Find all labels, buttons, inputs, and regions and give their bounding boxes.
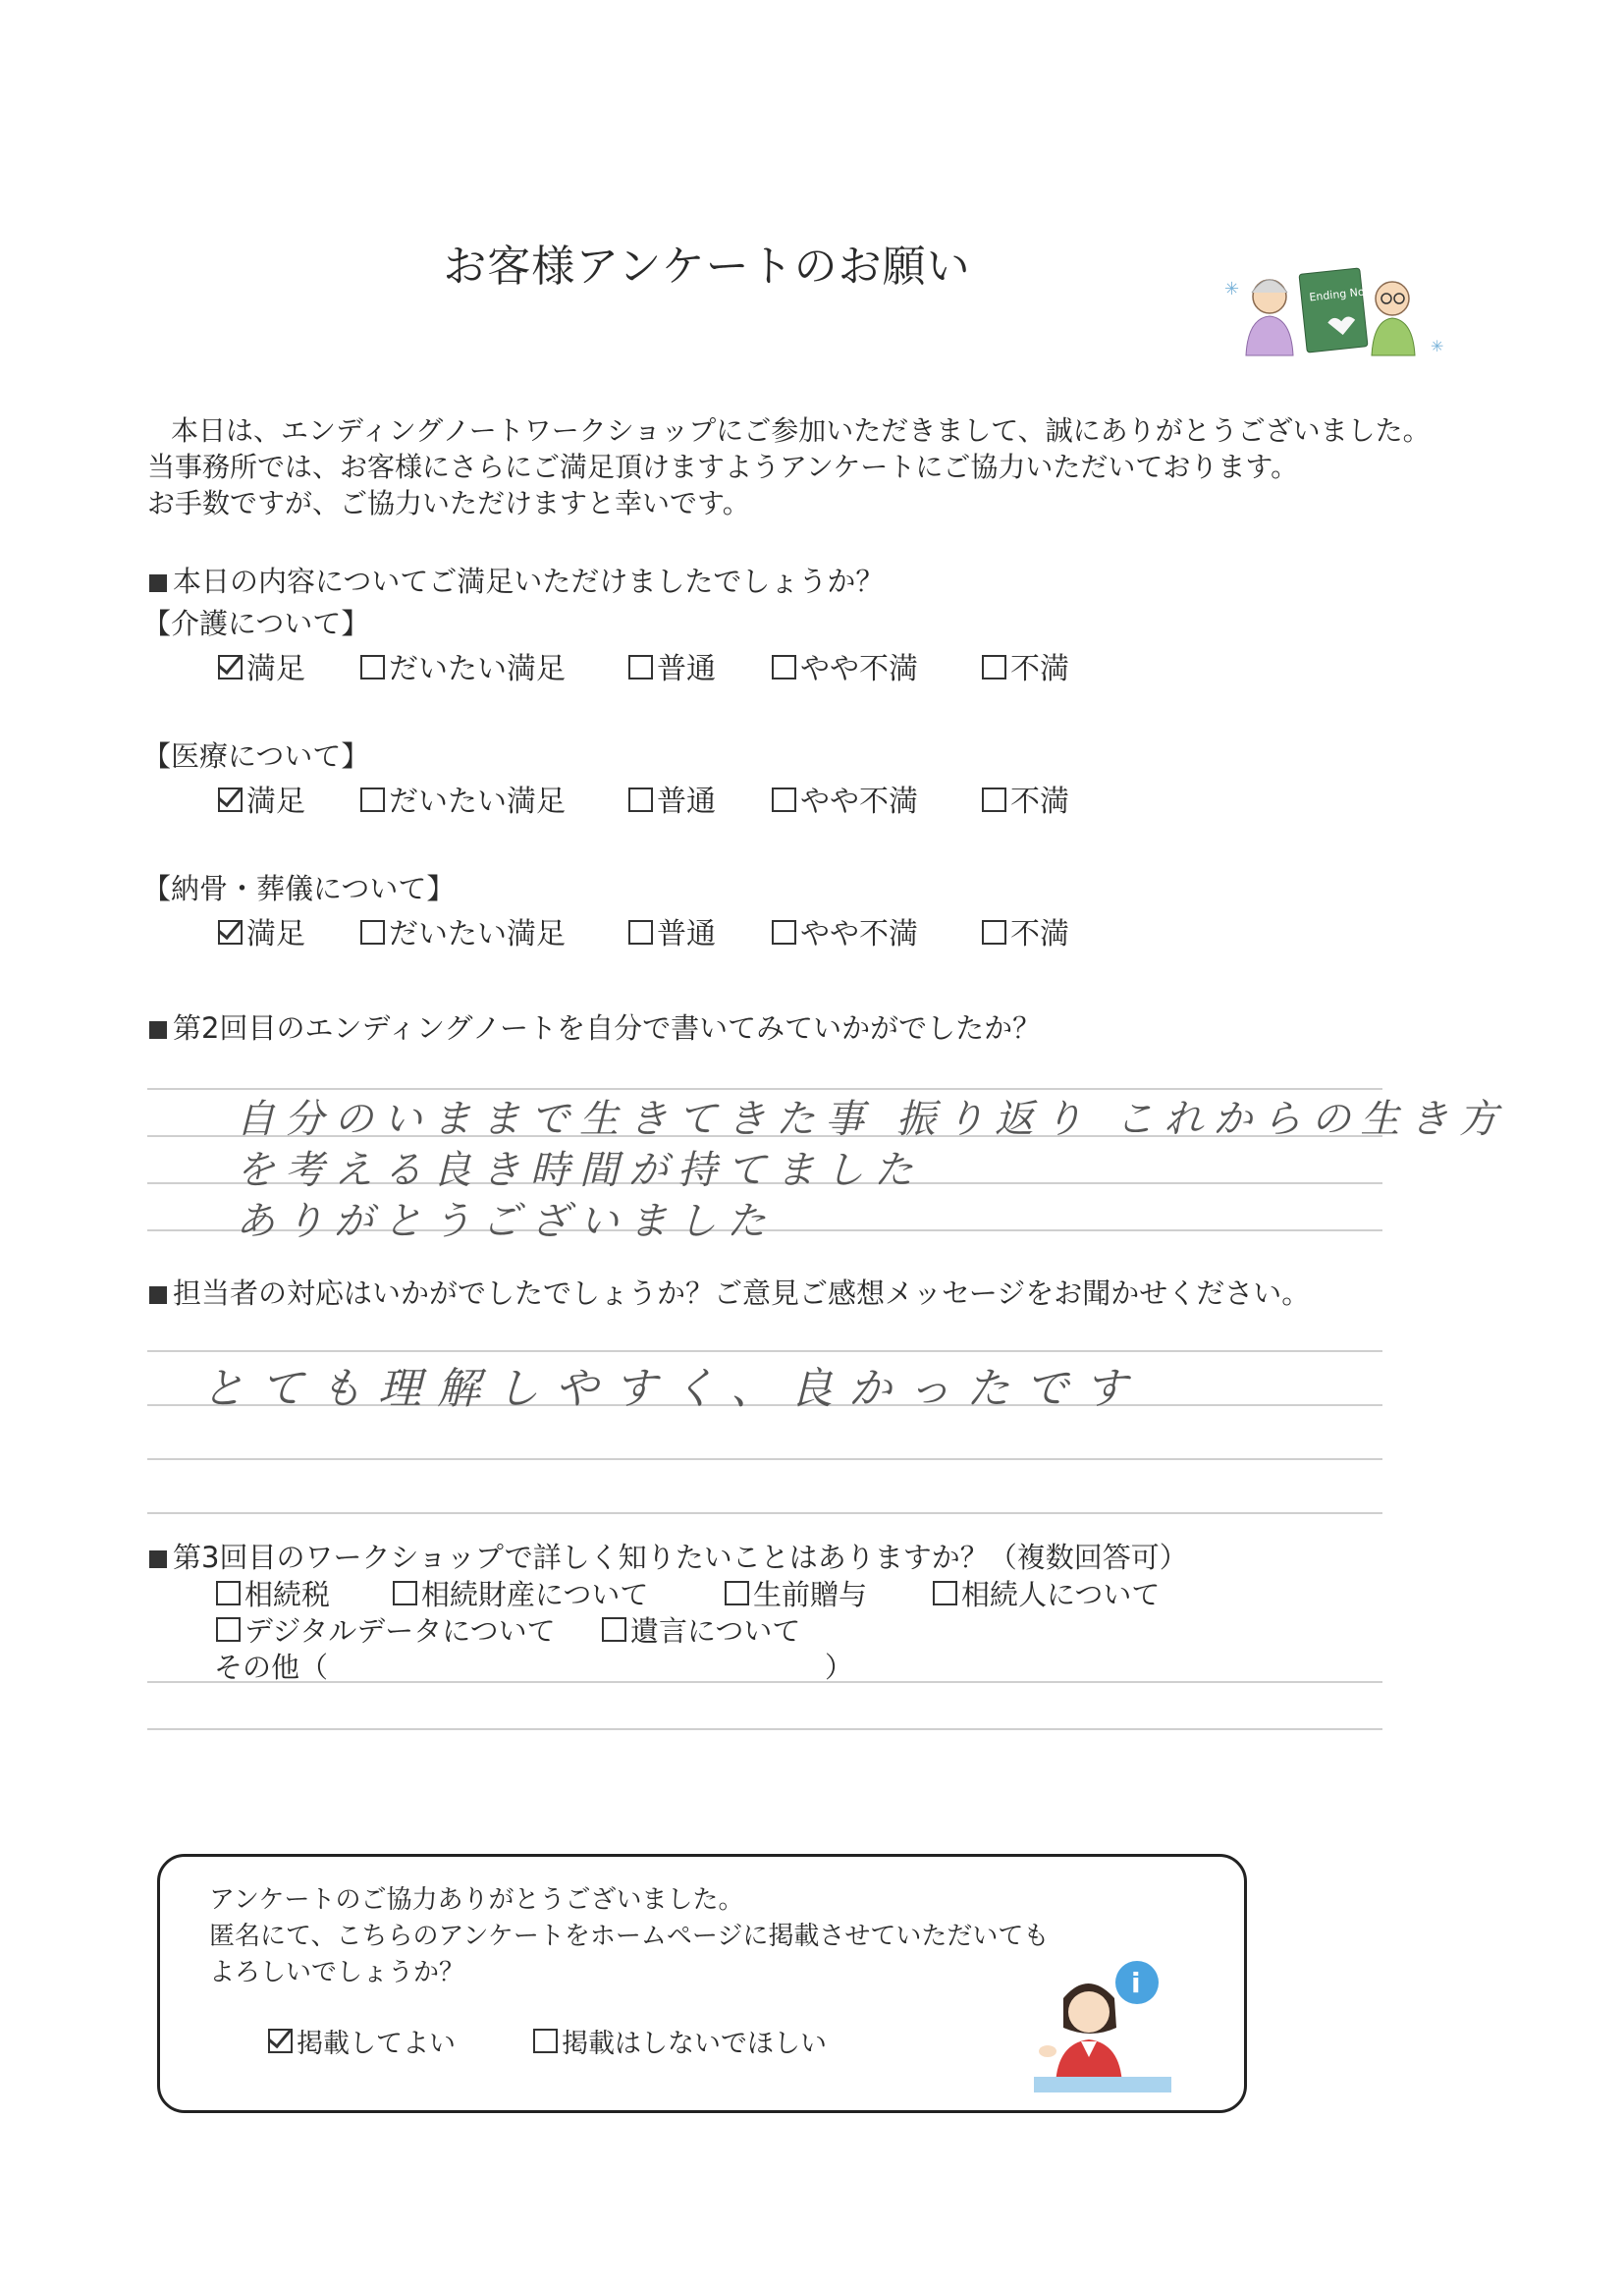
intro-text <box>147 412 1431 521</box>
question-2-text: 第2回目のエンディングノートを自分で書いてみていかがでしたか？ <box>173 1011 1042 1045</box>
option-label: 満足 <box>246 917 305 951</box>
option-label: 普通 <box>657 785 716 819</box>
other-label: その他（ <box>214 1651 329 1684</box>
checkbox-icon[interactable] <box>628 655 653 679</box>
option-somewhat-dissatisfied[interactable] <box>772 644 918 687</box>
answer-line <box>147 1728 1382 1730</box>
handwritten-answer-line: を考える良き時間が持てました <box>236 1148 923 1193</box>
section-label-funeral: 【納骨・葬儀について】 <box>142 872 456 905</box>
question-4-text: 第3回目のワークショップで詳しく知りたいことはありますか？（複数回答可） <box>173 1541 1188 1574</box>
option-label: 満足 <box>246 652 305 686</box>
option-dissatisfied[interactable] <box>982 909 1069 952</box>
checkbox-icon[interactable] <box>772 920 796 945</box>
option-dissatisfied[interactable] <box>982 644 1069 687</box>
option-label: やや不満 <box>800 917 918 951</box>
question-3 <box>149 1272 1310 1312</box>
option-label: 掲載してよい <box>297 2029 456 2059</box>
question-2 <box>149 1006 1041 1047</box>
topic-heirs[interactable] <box>933 1573 1160 1613</box>
consent-option-allow[interactable] <box>268 2022 456 2060</box>
book-title: Ending Note <box>1308 284 1377 304</box>
option-somewhat-dissatisfied[interactable] <box>772 777 918 820</box>
checkbox-icon[interactable] <box>933 1581 957 1605</box>
option-label: 掲載はしないでほしい <box>562 2029 827 2059</box>
option-label: 相続人について <box>961 1578 1161 1611</box>
checkbox-icon[interactable] <box>216 1581 241 1605</box>
section-label-care: 【介護について】 <box>142 607 370 640</box>
option-satisfied[interactable] <box>218 909 305 952</box>
option-label: 遺言について <box>630 1614 801 1648</box>
checkbox-icon[interactable] <box>772 788 796 812</box>
checkbox-icon[interactable] <box>602 1617 626 1642</box>
elderly-couple-illustration <box>1222 257 1448 360</box>
option-label: デジタルデータについて <box>244 1614 556 1648</box>
topic-digital-data[interactable] <box>216 1609 556 1650</box>
checkbox-checked-icon[interactable] <box>268 2029 293 2053</box>
checkbox-icon[interactable] <box>360 788 385 812</box>
option-dissatisfied[interactable] <box>982 777 1069 820</box>
checkbox-icon[interactable] <box>982 920 1006 945</box>
rating-row-care <box>0 644 1178 686</box>
other-close-paren: ） <box>825 1651 854 1684</box>
checkbox-icon[interactable] <box>533 2029 558 2053</box>
consent-line: よろしいでしょうか？ <box>209 1958 465 1987</box>
consent-box <box>157 1854 1247 2113</box>
receptionist-illustration <box>1034 1955 1171 2097</box>
option-label: やや不満 <box>800 785 918 819</box>
option-average[interactable] <box>628 777 716 820</box>
option-label: 相続税 <box>244 1578 331 1611</box>
info-letter: i <box>1131 1967 1141 1999</box>
checkbox-icon[interactable] <box>628 920 653 945</box>
option-average[interactable] <box>628 909 716 952</box>
section-label-medical: 【医療について】 <box>142 739 370 773</box>
option-satisfied[interactable] <box>218 644 305 687</box>
consent-line: 匿名にて、こちらのアンケートをホームページに掲載させていただいても <box>209 1922 1050 1951</box>
option-label: 生前贈与 <box>753 1578 868 1611</box>
option-label: 普通 <box>657 917 716 951</box>
topic-inheritance-tax[interactable] <box>216 1573 330 1613</box>
option-label: だいたい満足 <box>389 652 566 686</box>
checkbox-checked-icon[interactable] <box>218 920 243 945</box>
checkbox-icon[interactable] <box>393 1581 417 1605</box>
handwritten-answer-line: とても理解しやすく、良かったです <box>201 1364 1144 1414</box>
option-label: だいたい満足 <box>389 785 566 819</box>
svg-text:✳: ✳ <box>1224 279 1240 299</box>
rating-row-medical <box>0 777 1178 819</box>
checkbox-icon[interactable] <box>982 788 1006 812</box>
topic-row-2 <box>0 1609 1276 1649</box>
option-label: やや不満 <box>800 652 918 686</box>
option-somewhat-dissatisfied[interactable] <box>772 909 918 952</box>
handwritten-answer-line: ありがとうございました <box>236 1199 776 1244</box>
checkbox-checked-icon[interactable] <box>218 655 243 679</box>
consent-line: アンケートのご協力ありがとうございました。 <box>209 1885 744 1915</box>
info-icon <box>1115 1961 1159 2004</box>
checkbox-icon[interactable] <box>725 1581 749 1605</box>
bullet-square-icon <box>149 1550 167 1568</box>
topic-lifetime-gift[interactable] <box>725 1573 867 1613</box>
answer-line <box>147 1350 1382 1352</box>
consent-option-decline[interactable] <box>533 2022 827 2060</box>
bullet-square-icon <box>149 1286 167 1304</box>
page-title: お客様アンケートのお願い <box>443 242 971 292</box>
svg-text:✳: ✳ <box>1431 337 1444 355</box>
topic-inherited-assets[interactable] <box>393 1573 648 1613</box>
option-satisfied[interactable] <box>218 777 305 820</box>
checkbox-icon[interactable] <box>360 655 385 679</box>
option-label: 不満 <box>1010 917 1069 951</box>
question-1 <box>149 560 884 600</box>
checkbox-icon[interactable] <box>772 655 796 679</box>
bullet-square-icon <box>149 574 167 592</box>
topic-row-1 <box>0 1573 1276 1612</box>
topic-will[interactable] <box>602 1609 800 1650</box>
option-label: 相続財産について <box>421 1578 649 1611</box>
answer-line <box>147 1512 1382 1514</box>
intro-line: お手数ですが、ご協力いただけますと幸いです。 <box>147 487 750 519</box>
rating-row-funeral <box>0 909 1178 949</box>
option-label: だいたい満足 <box>389 917 566 951</box>
option-label: 普通 <box>657 652 716 686</box>
intro-line: 当事務所では、お客様にさらにご満足頂けますようアンケートにご協力いただいております。 <box>147 451 1299 483</box>
consent-text <box>209 1882 1049 1991</box>
question-1-text: 本日の内容についてご満足いただけましたでしょうか？ <box>173 565 885 598</box>
intro-line: 本日は、エンディングノートワークショップにご参加いただきまして、誠にありがとうございました。 <box>171 414 1431 447</box>
question-3-text: 担当者の対応はいかがでしたでしょうか？ご意見ご感想メッセージをお聞かせください。 <box>173 1277 1311 1310</box>
handwritten-answer-line: 自分のいままで生きてきた事 振り返り これからの生き方 <box>236 1097 1508 1142</box>
option-label: 不満 <box>1010 652 1069 686</box>
bullet-square-icon <box>149 1021 167 1039</box>
option-mostly-satisfied[interactable] <box>360 644 566 687</box>
question-4 <box>149 1536 1188 1576</box>
checkbox-icon[interactable] <box>628 788 653 812</box>
checkbox-icon[interactable] <box>360 920 385 945</box>
answer-line <box>147 1458 1382 1460</box>
option-average[interactable] <box>628 644 716 687</box>
option-label: 不満 <box>1010 785 1069 819</box>
option-label: 満足 <box>246 785 305 819</box>
checkbox-icon[interactable] <box>216 1617 241 1642</box>
option-mostly-satisfied[interactable] <box>360 909 566 952</box>
checkbox-icon[interactable] <box>982 655 1006 679</box>
checkbox-checked-icon[interactable] <box>218 788 243 812</box>
answer-line <box>147 1681 1382 1683</box>
option-mostly-satisfied[interactable] <box>360 777 566 820</box>
